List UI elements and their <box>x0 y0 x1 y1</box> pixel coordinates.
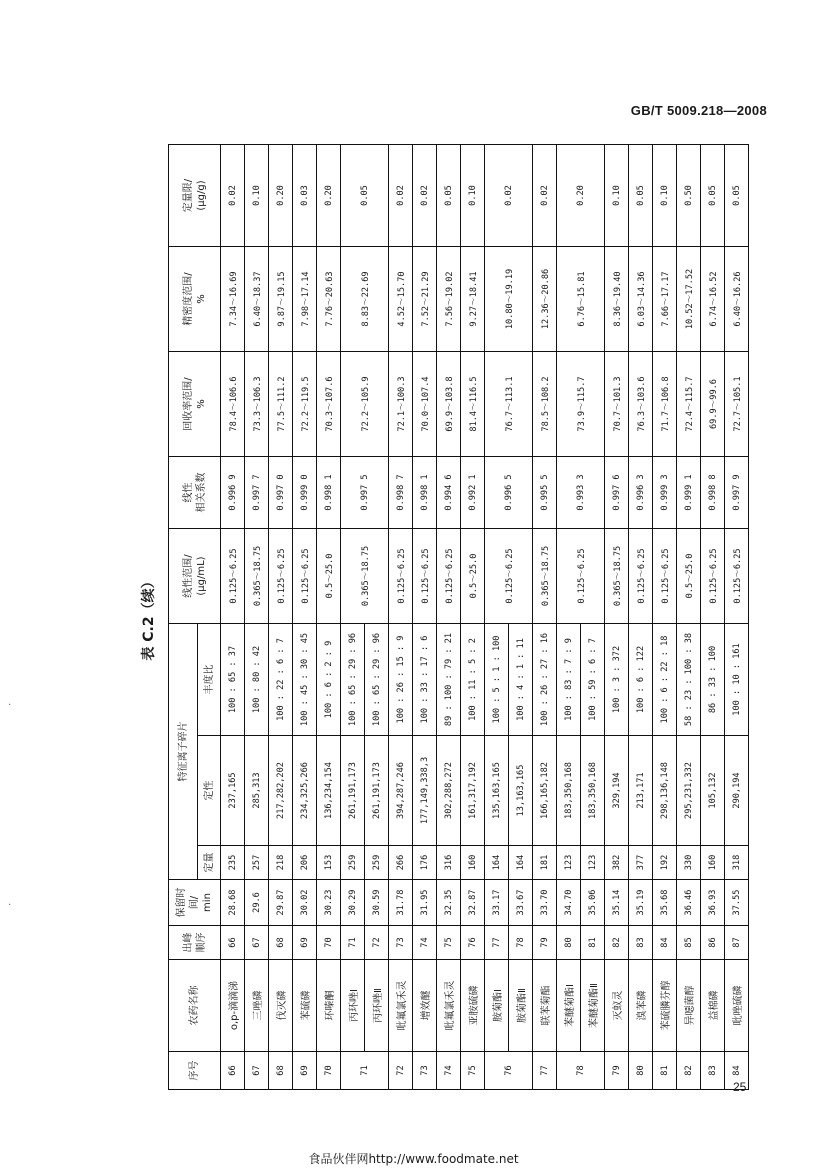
cell-peak-order: 86 <box>701 926 725 960</box>
cell-seq: 84 <box>725 1052 749 1090</box>
cell-linear-range: 0.125～6.25 <box>293 529 317 624</box>
cell-retention-time: 36.93 <box>701 880 725 926</box>
cell-peak-order: 81 <box>581 926 605 960</box>
cell-qual-ions: 295,231,332 <box>677 736 701 846</box>
cell-quant-ion: 318 <box>725 846 749 880</box>
cell-linear-range: 0.125～6.25 <box>701 529 725 624</box>
cell-retention-time: 35.06 <box>581 880 605 926</box>
cell-qual-ions: 183,350,168 <box>557 736 581 846</box>
cell-recovery: 71.7～106.8 <box>653 352 677 457</box>
cell-loq: 0.20 <box>557 145 605 247</box>
cell-seq: 72 <box>389 1052 413 1090</box>
table-row <box>293 145 317 1090</box>
cell-quant-ion: 206 <box>293 846 317 880</box>
cell-seq: 82 <box>677 1052 701 1090</box>
table-row <box>653 145 677 1090</box>
cell-retention-time: 31.78 <box>389 880 413 926</box>
cell-seq: 70 <box>317 1052 341 1090</box>
cell-peak-order: 67 <box>245 926 269 960</box>
cell-qual-ions: 234,325,266 <box>293 736 317 846</box>
header-loq: 定量限/ (μg/g) <box>169 145 221 247</box>
cell-pesticide-name: 苯醚菊酯Ⅰ <box>557 960 581 1052</box>
cell-precision: 7.66～17.17 <box>653 247 677 352</box>
table-caption: 表 C.2（续） <box>141 574 157 661</box>
cell-seq: 80 <box>629 1052 653 1090</box>
cell-abundance-ratio: 100 : 3 : 372 <box>605 624 629 736</box>
cell-abundance-ratio: 100 : 45 : 30 : 45 <box>293 624 317 736</box>
cell-retention-time: 33.67 <box>509 880 533 926</box>
cell-linear-range: 0.365～18.75 <box>533 529 557 624</box>
cell-pesticide-name: o,p-滴滴涕 <box>221 960 245 1052</box>
cell-quant-ion: 330 <box>677 846 701 880</box>
cell-peak-order: 73 <box>389 926 413 960</box>
cell-seq: 73 <box>413 1052 437 1090</box>
header-quant-ion: 定量 <box>198 846 221 880</box>
cell-recovery: 78.5～108.2 <box>533 352 557 457</box>
cell-quant-ion: 123 <box>557 846 581 880</box>
cell-precision: 7.56～19.02 <box>437 247 461 352</box>
cell-loq: 0.05 <box>629 145 653 247</box>
cell-abundance-ratio: 100 : 4 : 1 : 11 <box>509 624 533 736</box>
cell-qual-ions: 13,163,165 <box>509 736 533 846</box>
cell-quant-ion: 266 <box>389 846 413 880</box>
cell-linear-range: 0.125～6.25 <box>221 529 245 624</box>
cell-seq: 71 <box>341 1052 389 1090</box>
cell-pesticide-name: 吡氟氯禾灵 <box>437 960 461 1052</box>
cell-correlation: 0.997 9 <box>725 457 749 529</box>
cell-precision: 9.87～19.15 <box>269 247 293 352</box>
cell-abundance-ratio: 100 : 11 : 5 : 2 <box>461 624 485 736</box>
cell-correlation: 0.998 1 <box>413 457 437 529</box>
cell-quant-ion: 382 <box>605 846 629 880</box>
cell-pesticide-name: 苯硫磷 <box>293 960 317 1052</box>
cell-correlation: 0.996 3 <box>629 457 653 529</box>
cell-loq: 0.10 <box>245 145 269 247</box>
table-row <box>725 145 749 1090</box>
cell-recovery: 69.9～103.8 <box>437 352 461 457</box>
cell-pesticide-name: 三唑磷 <box>245 960 269 1052</box>
cell-seq: 69 <box>293 1052 317 1090</box>
header-retention-time: 保留时间/ min <box>169 880 221 926</box>
cell-qual-ions: 183,350,168 <box>581 736 605 846</box>
cell-linear-range: 0.125～6.25 <box>413 529 437 624</box>
cell-seq: 74 <box>437 1052 461 1090</box>
cell-recovery: 81.4～116.5 <box>461 352 485 457</box>
header-precision: 精密度范围/ % <box>169 247 221 352</box>
cell-seq: 81 <box>653 1052 677 1090</box>
cell-seq: 75 <box>461 1052 485 1090</box>
cell-qual-ions: 161,317,192 <box>461 736 485 846</box>
cell-correlation: 0.998 7 <box>389 457 413 529</box>
table-row <box>557 145 581 1090</box>
table-row <box>701 145 725 1090</box>
cell-retention-time: 28.68 <box>221 880 245 926</box>
rotated-table-frame <box>136 145 744 1090</box>
cell-correlation: 0.998 1 <box>317 457 341 529</box>
table-row <box>485 145 509 1090</box>
table-row <box>461 145 485 1090</box>
header-qual-ions: 定性 <box>198 736 221 846</box>
cell-pesticide-name: 异噁菌醇 <box>677 960 701 1052</box>
cell-retention-time: 31.95 <box>413 880 437 926</box>
cell-quant-ion: 316 <box>437 846 461 880</box>
cell-qual-ions: 237,165 <box>221 736 245 846</box>
cell-loq: 0.05 <box>701 145 725 247</box>
cell-precision: 10.80～19.19 <box>485 247 533 352</box>
cell-seq: 66 <box>221 1052 245 1090</box>
cell-precision: 6.76～15.81 <box>557 247 605 352</box>
cell-correlation: 0.998 8 <box>701 457 725 529</box>
cell-abundance-ratio: 100 : 22 : 6 : 7 <box>269 624 293 736</box>
page-number: 25 <box>733 1080 747 1094</box>
cell-correlation: 0.999 1 <box>677 457 701 529</box>
standard-code: GB/T 5009.218—2008 <box>630 103 767 118</box>
table-row <box>245 145 269 1090</box>
cell-seq: 67 <box>245 1052 269 1090</box>
cell-abundance-ratio: 100 : 33 : 17 : 6 <box>413 624 437 736</box>
cell-recovery: 69.9～99.6 <box>701 352 725 457</box>
cell-correlation: 0.999 0 <box>293 457 317 529</box>
cell-seq: 83 <box>701 1052 725 1090</box>
cell-precision: 12.36～20.86 <box>533 247 557 352</box>
table-row <box>317 145 341 1090</box>
cell-correlation: 0.994 6 <box>437 457 461 529</box>
cell-qual-ions: 290,194 <box>725 736 749 846</box>
cell-quant-ion: 259 <box>341 846 365 880</box>
cell-pesticide-name: 丙环唑Ⅱ <box>365 960 389 1052</box>
cell-linear-range: 0.125～6.25 <box>557 529 605 624</box>
cell-recovery: 78.4～106.6 <box>221 352 245 457</box>
cell-qual-ions: 135,163,165 <box>485 736 509 846</box>
cell-quant-ion: 164 <box>509 846 533 880</box>
cell-correlation: 0.997 5 <box>341 457 389 529</box>
cell-recovery: 72.2～119.5 <box>293 352 317 457</box>
data-table <box>168 144 749 1090</box>
cell-linear-range: 0.5～25.0 <box>461 529 485 624</box>
cell-recovery: 72.7～105.1 <box>725 352 749 457</box>
cell-abundance-ratio: 100 : 6 : 122 <box>629 624 653 736</box>
header-ions-group: 特征离子碎片 <box>169 624 198 880</box>
cell-peak-order: 76 <box>461 926 485 960</box>
cell-recovery: 76.7～113.1 <box>485 352 533 457</box>
binding-mark: · <box>8 900 12 911</box>
header-seq: 序号 <box>169 1052 221 1090</box>
cell-loq: 0.02 <box>485 145 533 247</box>
cell-precision: 6.40～18.37 <box>245 247 269 352</box>
table-row <box>605 145 629 1090</box>
header-name: 农药名称 <box>169 960 221 1052</box>
cell-pesticide-name: 苯硫膦芬醇 <box>653 960 677 1052</box>
cell-precision: 7.76～20.63 <box>317 247 341 352</box>
cell-pesticide-name: 丙环唑Ⅰ <box>341 960 365 1052</box>
cell-pesticide-name: 环嗪酮 <box>317 960 341 1052</box>
header-abundance-ratio: 丰度比 <box>198 624 221 736</box>
cell-recovery: 72.4～115.7 <box>677 352 701 457</box>
cell-retention-time: 30.29 <box>341 880 365 926</box>
cell-qual-ions: 261,191,173 <box>341 736 365 846</box>
cell-precision: 6.40～16.26 <box>725 247 749 352</box>
cell-quant-ion: 181 <box>533 846 557 880</box>
cell-correlation: 0.996 9 <box>221 457 245 529</box>
cell-loq: 0.05 <box>725 145 749 247</box>
cell-linear-range: 0.125～6.25 <box>629 529 653 624</box>
cell-peak-order: 84 <box>653 926 677 960</box>
cell-retention-time: 30.59 <box>365 880 389 926</box>
table-row <box>677 145 701 1090</box>
cell-correlation: 0.992 1 <box>461 457 485 529</box>
cell-qual-ions: 302,288,272 <box>437 736 461 846</box>
cell-linear-range: 0.365～18.75 <box>605 529 629 624</box>
cell-recovery: 70.0～107.4 <box>413 352 437 457</box>
cell-seq: 79 <box>605 1052 629 1090</box>
header-peak-order: 出峰 顺序 <box>169 926 221 960</box>
cell-quant-ion: 153 <box>317 846 341 880</box>
cell-abundance-ratio: 100 : 65 : 37 <box>221 624 245 736</box>
cell-abundance-ratio: 100 : 6 : 22 : 18 <box>653 624 677 736</box>
cell-linear-range: 0.5～25.0 <box>677 529 701 624</box>
table-row <box>629 145 653 1090</box>
table-row <box>413 145 437 1090</box>
cell-linear-range: 0.125～6.25 <box>725 529 749 624</box>
cell-quant-ion: 257 <box>245 846 269 880</box>
cell-peak-order: 75 <box>437 926 461 960</box>
cell-precision: 10.52～17.52 <box>677 247 701 352</box>
cell-peak-order: 71 <box>341 926 365 960</box>
cell-pesticide-name: 溴苯磷 <box>629 960 653 1052</box>
table-row <box>389 145 413 1090</box>
cell-pesticide-name: 联苯菊酯 <box>533 960 557 1052</box>
cell-retention-time: 32.87 <box>461 880 485 926</box>
cell-correlation: 0.996 5 <box>485 457 533 529</box>
cell-recovery: 70.3～107.6 <box>317 352 341 457</box>
cell-abundance-ratio: 100 : 5 : 1 : 100 <box>485 624 509 736</box>
cell-abundance-ratio: 100 : 26 : 15 : 9 <box>389 624 413 736</box>
cell-pesticide-name: 苯醚菊酯Ⅱ <box>581 960 605 1052</box>
cell-linear-range: 0.365～18.75 <box>341 529 389 624</box>
cell-recovery: 72.1～100.3 <box>389 352 413 457</box>
cell-precision: 7.52～21.29 <box>413 247 437 352</box>
cell-abundance-ratio: 100 : 65 : 29 : 96 <box>365 624 389 736</box>
cell-qual-ions: 298,136,148 <box>653 736 677 846</box>
cell-abundance-ratio: 100 : 10 : 161 <box>725 624 749 736</box>
cell-correlation: 0.997 7 <box>245 457 269 529</box>
cell-loq: 0.05 <box>341 145 389 247</box>
cell-loq: 0.02 <box>389 145 413 247</box>
cell-peak-order: 79 <box>533 926 557 960</box>
cell-quant-ion: 218 <box>269 846 293 880</box>
cell-quant-ion: 160 <box>701 846 725 880</box>
cell-qual-ions: 213,171 <box>629 736 653 846</box>
cell-pesticide-name: 吡唑硫磷 <box>725 960 749 1052</box>
cell-pesticide-name: 亚胺硫磷 <box>461 960 485 1052</box>
cell-quant-ion: 160 <box>461 846 485 880</box>
cell-quant-ion: 259 <box>365 846 389 880</box>
cell-linear-range: 0.125～6.25 <box>389 529 413 624</box>
cell-recovery: 76.3～103.6 <box>629 352 653 457</box>
cell-quant-ion: 176 <box>413 846 437 880</box>
cell-retention-time: 35.19 <box>629 880 653 926</box>
cell-recovery: 72.2～105.9 <box>341 352 389 457</box>
cell-abundance-ratio: 100 : 83 : 7 : 9 <box>557 624 581 736</box>
cell-peak-order: 68 <box>269 926 293 960</box>
cell-correlation: 0.997 0 <box>269 457 293 529</box>
cell-recovery: 70.7～101.3 <box>605 352 629 457</box>
cell-retention-time: 35.68 <box>653 880 677 926</box>
cell-precision: 6.03～14.36 <box>629 247 653 352</box>
cell-precision: 7.34～16.69 <box>221 247 245 352</box>
cell-precision: 8.36～19.40 <box>605 247 629 352</box>
cell-pesticide-name: 胺菊酯Ⅰ <box>485 960 509 1052</box>
cell-pesticide-name: 增效醚 <box>413 960 437 1052</box>
cell-quant-ion: 164 <box>485 846 509 880</box>
cell-correlation: 0.999 3 <box>653 457 677 529</box>
table-row <box>269 145 293 1090</box>
cell-quant-ion: 377 <box>629 846 653 880</box>
cell-precision: 6.74～16.52 <box>701 247 725 352</box>
cell-pesticide-name: 胺菊酯Ⅱ <box>509 960 533 1052</box>
cell-linear-range: 0.125～6.25 <box>653 529 677 624</box>
cell-peak-order: 78 <box>509 926 533 960</box>
cell-quant-ion: 192 <box>653 846 677 880</box>
cell-qual-ions: 394,287,246 <box>389 736 413 846</box>
cell-peak-order: 66 <box>221 926 245 960</box>
cell-retention-time: 32.35 <box>437 880 461 926</box>
cell-abundance-ratio: 100 : 6 : 2 : 9 <box>317 624 341 736</box>
cell-retention-time: 33.17 <box>485 880 509 926</box>
cell-correlation: 0.997 6 <box>605 457 629 529</box>
cell-seq: 68 <box>269 1052 293 1090</box>
cell-qual-ions: 136,234,154 <box>317 736 341 846</box>
cell-recovery: 77.5～111.2 <box>269 352 293 457</box>
cell-correlation: 0.993 3 <box>557 457 605 529</box>
cell-seq: 76 <box>485 1052 533 1090</box>
cell-retention-time: 37.55 <box>725 880 749 926</box>
cell-linear-range: 0.125～6.25 <box>437 529 461 624</box>
cell-abundance-ratio: 100 : 80 : 42 <box>245 624 269 736</box>
cell-loq: 0.10 <box>605 145 629 247</box>
cell-loq: 0.10 <box>461 145 485 247</box>
cell-qual-ions: 177,149,338,3 <box>413 736 437 846</box>
cell-qual-ions: 261,191,173 <box>365 736 389 846</box>
cell-qual-ions: 329,194 <box>605 736 629 846</box>
cell-abundance-ratio: 58 : 23 : 100 : 38 <box>677 624 701 736</box>
cell-abundance-ratio: 100 : 59 : 6 : 7 <box>581 624 605 736</box>
header-linear-range: 线性范围/ (μg/mL) <box>169 529 221 624</box>
cell-abundance-ratio: 86 : 33 : 100 <box>701 624 725 736</box>
cell-qual-ions: 166,165,182 <box>533 736 557 846</box>
cell-seq: 78 <box>557 1052 605 1090</box>
cell-peak-order: 85 <box>677 926 701 960</box>
cell-pesticide-name: 灭蚁灵 <box>605 960 629 1052</box>
cell-seq: 77 <box>533 1052 557 1090</box>
cell-linear-range: 0.125～6.25 <box>269 529 293 624</box>
cell-retention-time: 34.70 <box>557 880 581 926</box>
cell-linear-range: 0.125～6.25 <box>485 529 533 624</box>
cell-pesticide-name: 益棉磷 <box>701 960 725 1052</box>
cell-linear-range: 0.5～25.0 <box>317 529 341 624</box>
cell-retention-time: 35.14 <box>605 880 629 926</box>
cell-loq: 0.10 <box>653 145 677 247</box>
cell-peak-order: 87 <box>725 926 749 960</box>
cell-peak-order: 70 <box>317 926 341 960</box>
cell-peak-order: 80 <box>557 926 581 960</box>
cell-precision: 7.98～17.14 <box>293 247 317 352</box>
cell-correlation: 0.995 5 <box>533 457 557 529</box>
cell-retention-time: 36.46 <box>677 880 701 926</box>
cell-qual-ions: 105,132 <box>701 736 725 846</box>
cell-peak-order: 77 <box>485 926 509 960</box>
cell-precision: 4.52～15.70 <box>389 247 413 352</box>
cell-recovery: 73.3～106.3 <box>245 352 269 457</box>
cell-quant-ion: 123 <box>581 846 605 880</box>
cell-retention-time: 29.87 <box>269 880 293 926</box>
cell-loq: 0.02 <box>413 145 437 247</box>
cell-retention-time: 33.70 <box>533 880 557 926</box>
cell-abundance-ratio: 89 : 100 : 79 : 21 <box>437 624 461 736</box>
binding-mark: · <box>8 700 12 711</box>
cell-qual-ions: 217,282,202 <box>269 736 293 846</box>
cell-peak-order: 83 <box>629 926 653 960</box>
cell-qual-ions: 285,313 <box>245 736 269 846</box>
cell-abundance-ratio: 100 : 26 : 27 : 16 <box>533 624 557 736</box>
table-row <box>437 145 461 1090</box>
cell-retention-time: 30.02 <box>293 880 317 926</box>
cell-loq: 0.02 <box>533 145 557 247</box>
cell-linear-range: 0.365～18.75 <box>245 529 269 624</box>
cell-loq: 0.02 <box>221 145 245 247</box>
header-recovery: 回收率范围/ % <box>169 352 221 457</box>
cell-peak-order: 82 <box>605 926 629 960</box>
cell-loq: 0.20 <box>317 145 341 247</box>
cell-loq: 0.05 <box>437 145 461 247</box>
table-row <box>221 145 245 1090</box>
cell-precision: 8.83～22.69 <box>341 247 389 352</box>
cell-loq: 0.03 <box>293 145 317 247</box>
cell-pesticide-name: 吡氟氯禾灵 <box>389 960 413 1052</box>
table-body <box>221 145 749 1090</box>
cell-retention-time: 29.6 <box>245 880 269 926</box>
cell-loq: 0.50 <box>677 145 701 247</box>
cell-retention-time: 30.23 <box>317 880 341 926</box>
cell-precision: 9.27～18.41 <box>461 247 485 352</box>
cell-abundance-ratio: 100 : 65 : 29 : 96 <box>341 624 365 736</box>
cell-peak-order: 72 <box>365 926 389 960</box>
cell-peak-order: 74 <box>413 926 437 960</box>
table-row <box>341 145 365 1090</box>
cell-pesticide-name: 伐灭磷 <box>269 960 293 1052</box>
cell-peak-order: 69 <box>293 926 317 960</box>
cell-recovery: 73.9～115.7 <box>557 352 605 457</box>
cell-quant-ion: 235 <box>221 846 245 880</box>
cell-loq: 0.20 <box>269 145 293 247</box>
footer-source: 食品伙伴网http://www.foodmate.net <box>308 1152 519 1166</box>
table-row <box>533 145 557 1090</box>
header-correlation: 线性 相关系数 <box>169 457 221 529</box>
